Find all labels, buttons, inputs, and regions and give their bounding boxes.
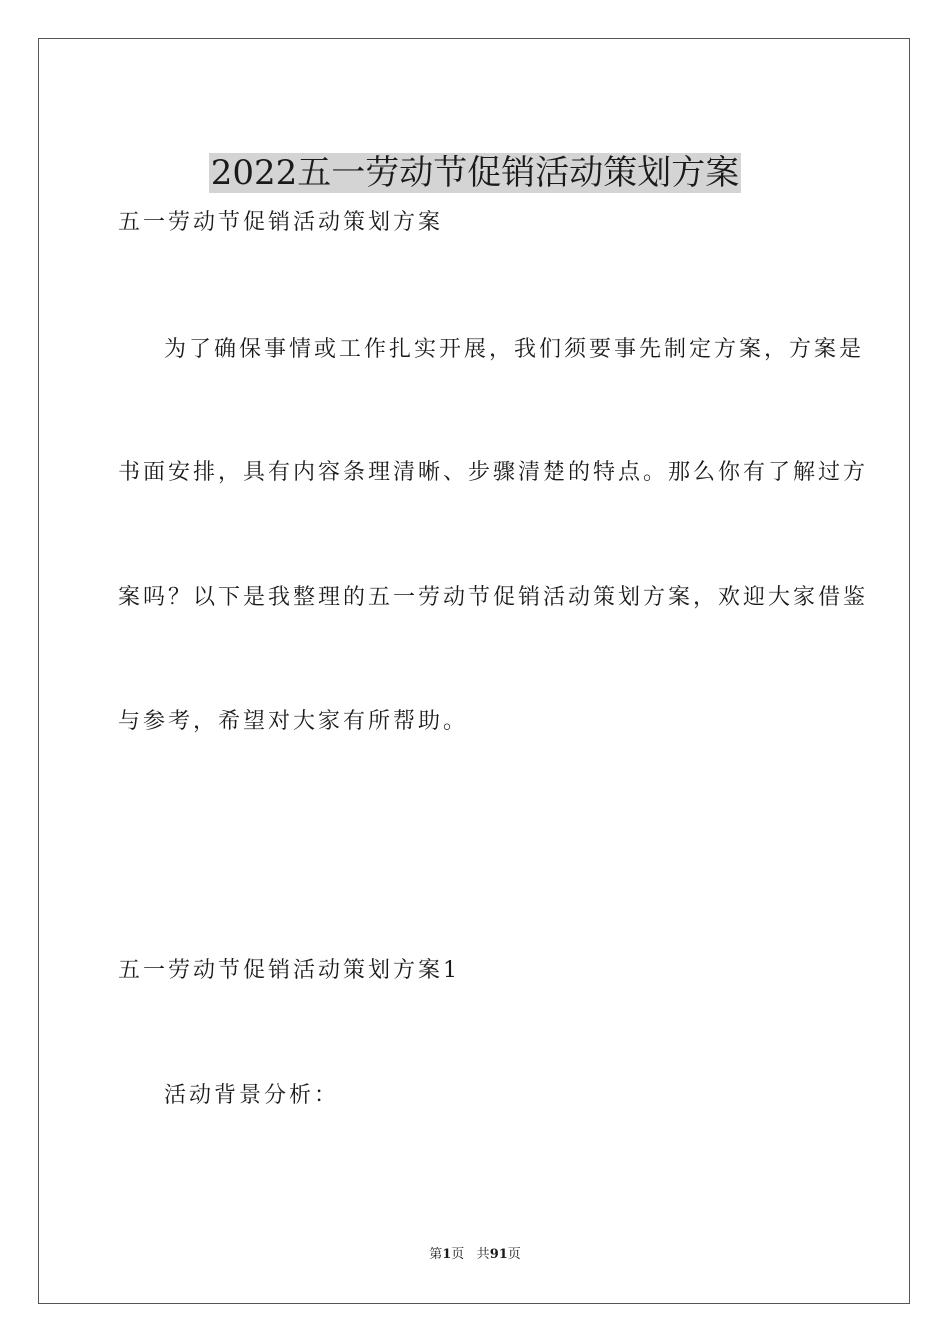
document-title [0, 151, 950, 195]
section-heading: 五一劳动节促销活动策划方案1 [118, 958, 460, 983]
footer-total-suffix: 页 [507, 1247, 521, 1262]
intro-paragraph-line-4: 与参考，希望对大家有所帮助。 [118, 709, 469, 734]
intro-paragraph-line-2: 书面安排，具有内容条理清晰、步骤清楚的特点。那么你有了解过方 [118, 460, 869, 485]
footer-page-prefix: 第 [429, 1247, 443, 1262]
document-title-text: 2022五一劳动节促销活动策划方案 [210, 152, 740, 193]
document-subtitle: 五一劳动节促销活动策划方案 [118, 210, 444, 235]
footer-page-suffix: 页 [451, 1247, 465, 1262]
footer-page-number: 1 [442, 1247, 452, 1262]
page-footer [0, 1246, 950, 1264]
footer-total-prefix: 共 [476, 1247, 490, 1262]
subsection-heading: 活动背景分析： [164, 1083, 340, 1108]
footer-total-pages: 91 [489, 1247, 508, 1262]
intro-paragraph-line-3: 案吗？以下是我整理的五一劳动节促销活动策划方案，欢迎大家借鉴 [118, 585, 869, 610]
intro-paragraph-line-1: 为了确保事情或工作扎实开展，我们须要事先制定方案，方案是 [164, 337, 865, 362]
